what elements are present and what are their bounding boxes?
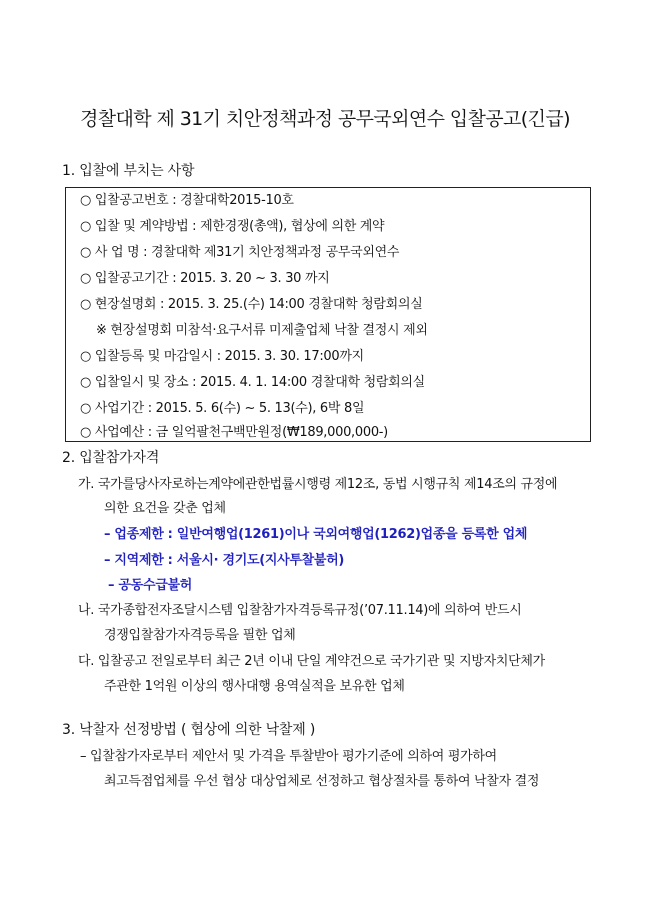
qualification-da-line2: 주관한 1억원 이상의 행사대행 용역실적을 보유한 업체	[104, 679, 405, 694]
qualification-na-line2: 경쟁입찰참가자격등록을 필한 업체	[104, 628, 296, 643]
notice-period: ○ 입찰공고기간 : 2015. 3. 20 ~ 3. 30 까지	[80, 271, 330, 286]
site-briefing: ○ 현장설명회 : 2015. 3. 25.(수) 14:00 경찰대학 청람회의실	[80, 297, 423, 312]
site-briefing-note: ※ 현장설명회 미참석·요구서류 미제출업체 낙찰 결정시 제외	[96, 323, 428, 338]
selection-method-line2: 최고득점업체를 우선 협상 대상업체로 선정하고 협상절차를 통하여 낙찰자 결정	[104, 774, 540, 789]
qualification-na-line1: 나. 국가종합전자조달시스템 입찰참가자격등록규정(’07.11.14)에 의하여 반드시	[78, 603, 522, 618]
project-budget: ○ 사업예산 : 금 일억팔천구백만원정(₩189,000,000-)	[80, 425, 388, 440]
project-period: ○ 사업기간 : 2015. 5. 6(수) ~ 5. 13(수), 6박 8일	[80, 401, 365, 416]
joint-bid-prohibited: – 공동수급불허	[108, 578, 192, 593]
bid-notice-number: ○ 입찰공고번호 : 경찰대학2015-10호	[80, 193, 294, 208]
industry-restriction: – 업종제한 : 일반여행업(1261)이나 국외여행업(1262)업종을 등록한 업체	[104, 527, 528, 542]
selection-method-line1: – 입찰참가자로부터 제안서 및 가격을 투찰받아 평가기준에 의하여 평가하여	[80, 749, 497, 764]
section3-heading: 3. 낙찰자 선정방법 ( 협상에 의한 낙찰제 )	[62, 722, 316, 738]
page-title: 경찰대학 제 31기 치안정책과정 공무국외연수 입찰공고(긴급)	[80, 108, 570, 130]
qualification-da-line1: 다. 입찰공고 전일로부터 최근 2년 이내 단일 계약건으로 국가기관 및 지방자치단체가	[78, 654, 545, 669]
section1-box	[65, 187, 591, 442]
section1-heading: 1. 입찰에 부치는 사항	[62, 163, 195, 179]
region-restriction: – 지역제한 : 서울시· 경기도(지사투찰불허)	[104, 553, 345, 568]
registration-deadline: ○ 입찰등록 및 마감일시 : 2015. 3. 30. 17:00까지	[80, 349, 364, 364]
bid-date-place: ○ 입찰일시 및 장소 : 2015. 4. 1. 14:00 경찰대학 청람회의실	[80, 375, 425, 390]
section2-heading: 2. 입찰참가자격	[62, 450, 160, 466]
contract-method: ○ 입찰 및 계약방법 : 제한경쟁(총액), 협상에 의한 계약	[80, 219, 385, 234]
qualification-ga-line1: 가. 국가를당사자로하는계약에관한법률시행령 제12조, 동법 시행규칙 제14조의 규정에	[78, 477, 558, 492]
qualification-ga-line2: 의한 요건을 갖춘 업체	[104, 501, 226, 516]
project-name: ○ 사 업 명 : 경찰대학 제31기 치안정책과정 공무국외연수	[80, 245, 400, 260]
